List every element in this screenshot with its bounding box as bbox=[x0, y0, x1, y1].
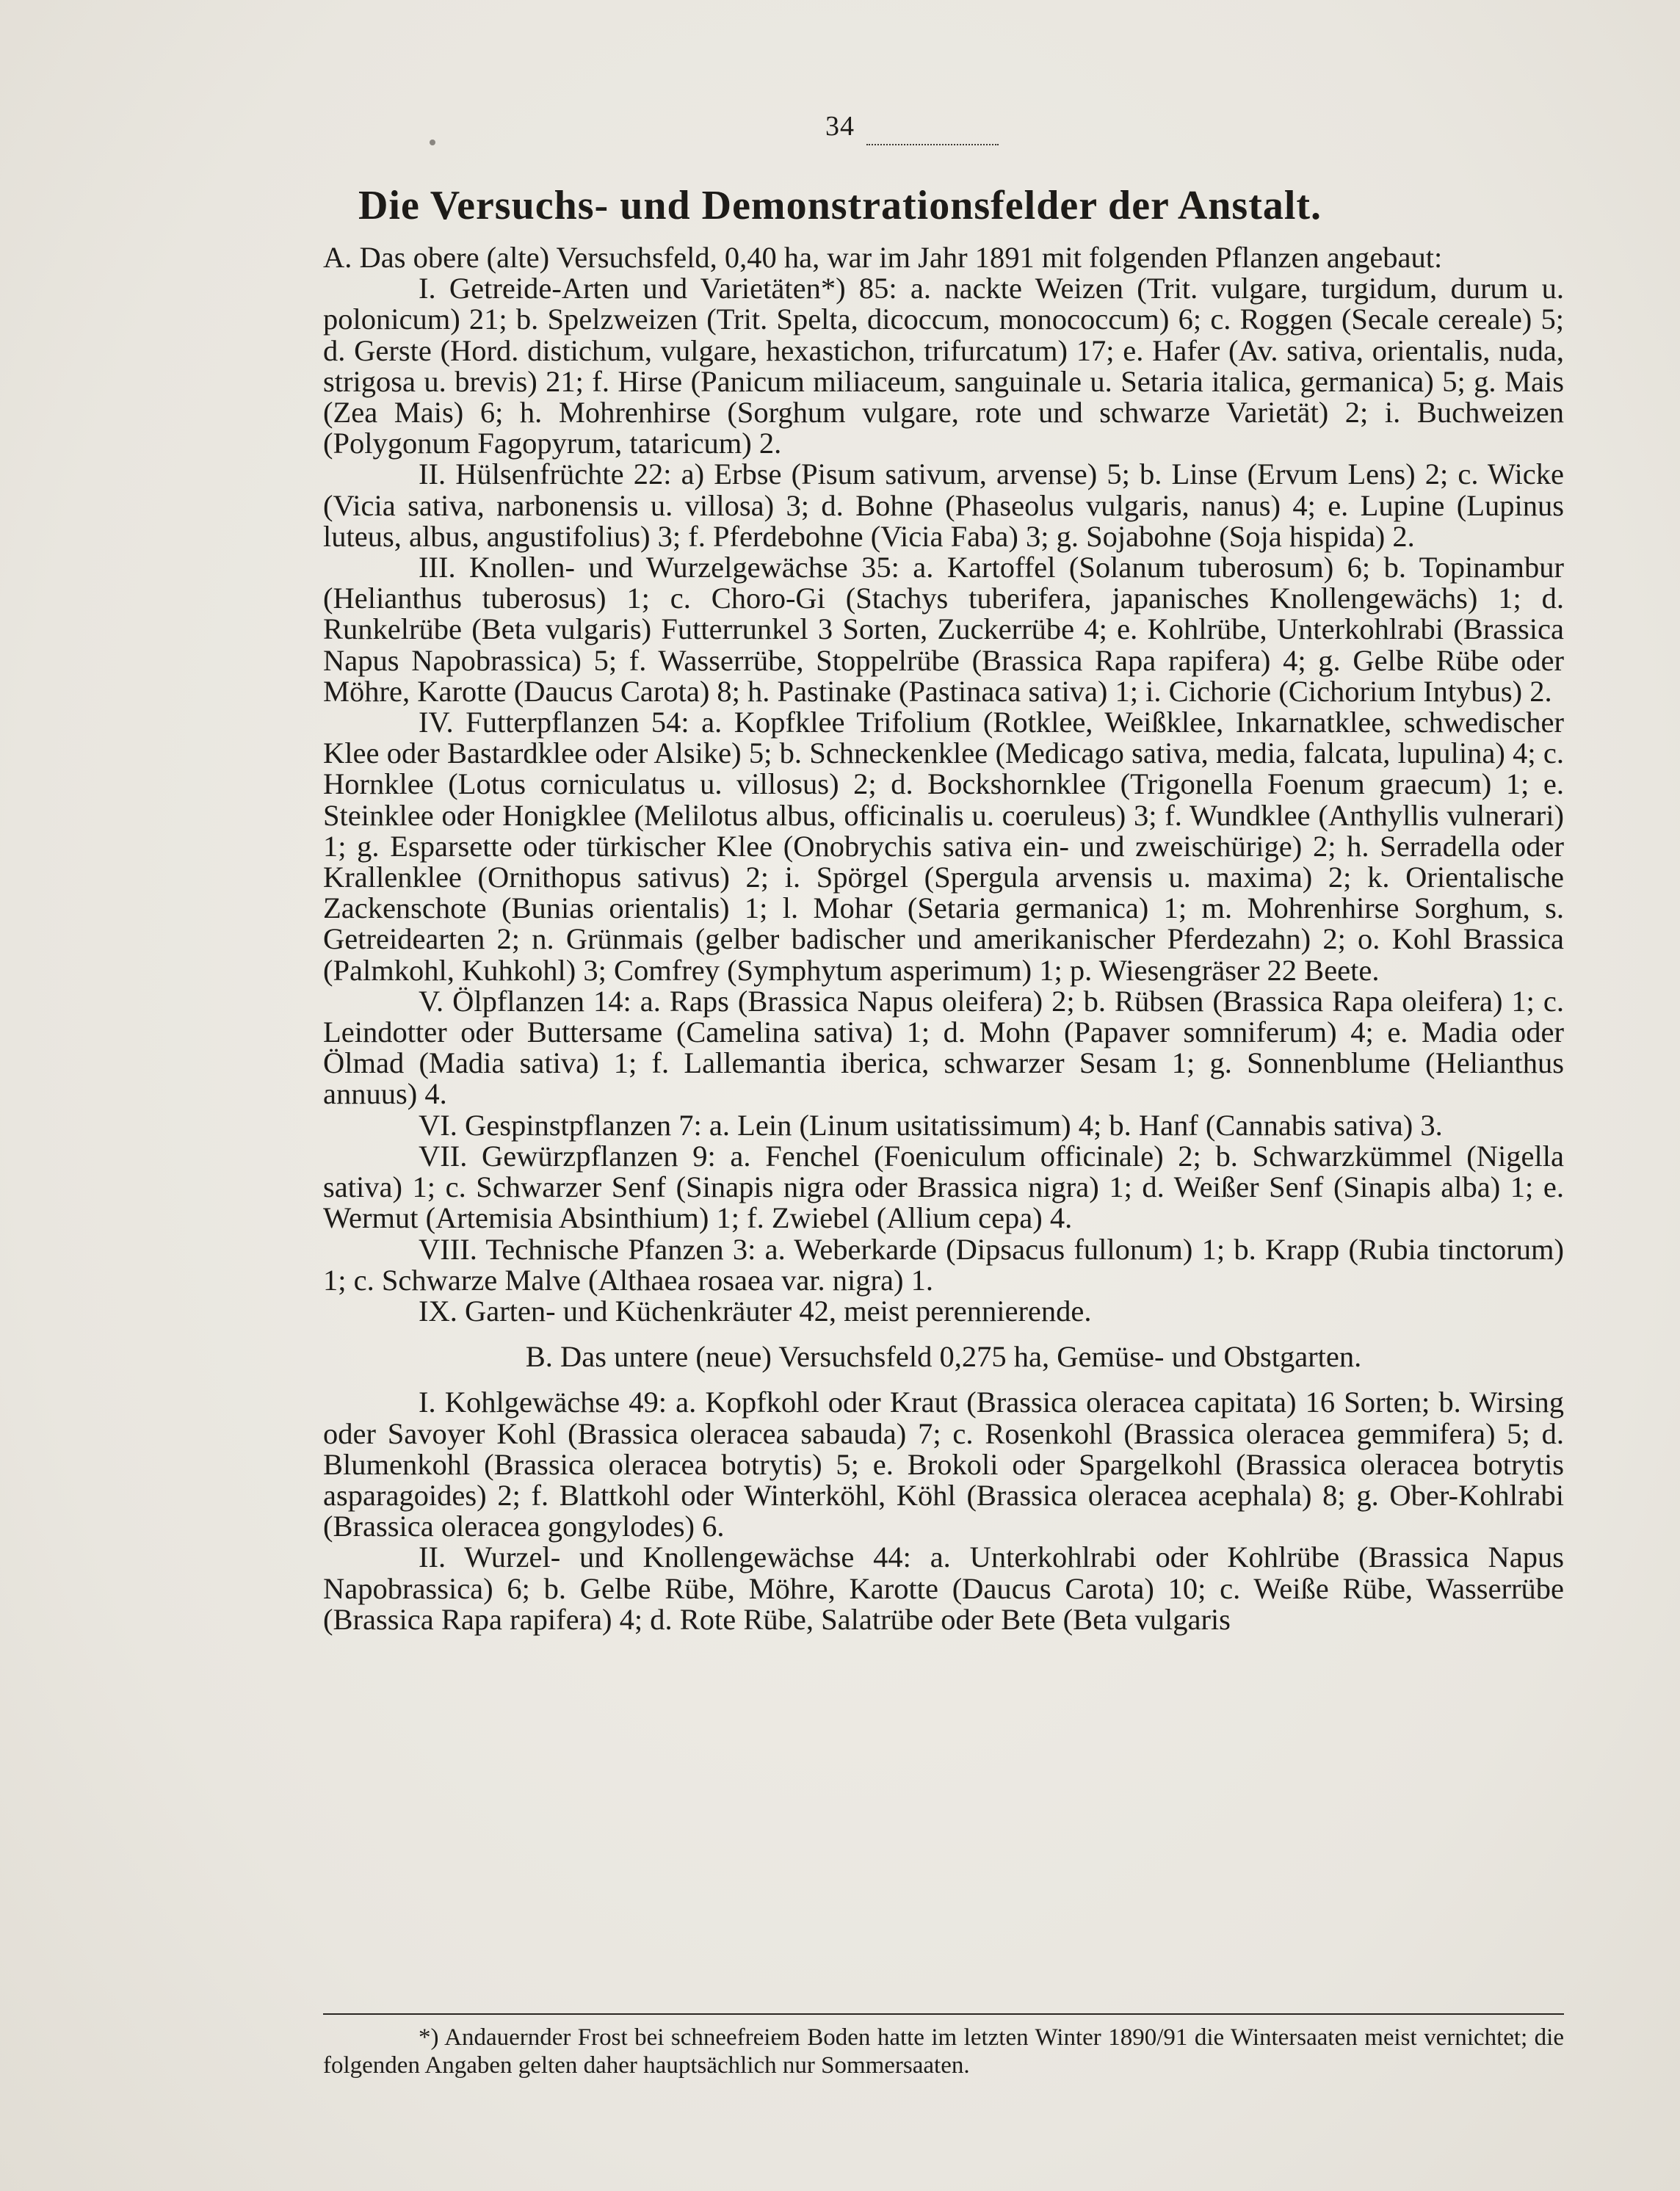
section-b-heading: B. Das untere (neue) Versuchsfeld 0,275 ha, Gemüse- und Obstgarten. bbox=[525, 1340, 1362, 1374]
paragraph-b-ii-wurzelgewaechse: II. Wurzel- und Knollengewächse 44: a. Unterkohlrabi oder Kohlrübe (Brassica Napus Napobrassica) 6; b. Gelbe Rübe, Möhre, Karotte (Daucus Carota) 10; c. Weiße Rübe, Wasserrübe (Brassica Rapa rapifera) 4; d. Rote Rübe, Salatrübe oder Bete (Beta vulgaris bbox=[323, 1540, 1564, 1636]
footnote bbox=[323, 2024, 1564, 2079]
paragraph-b-i-kohlgewaechse: I. Kohlgewächse 49: a. Kopfkohl oder Kraut (Brassica oleracea capitata) 16 Sorten; b. Wirsing oder Savoyer Kohl (Brassica oleracea sabauda) 7; c. Rosenkohl (Brassica oleracea gemmifera) 5; d. Blumenkohl (Brassica oleracea botrytis) 5; e. Brokoli oder Spargelkohl (Brassica oleracea botrytis asparagoides) 2; f. Blattkohl oder Winterköhl, Köhl (Brassica oleracea acephala) 8; g. Ober-Kohlrabi (Brassica oleracea gongylodes) 6. bbox=[323, 1386, 1564, 1543]
footnote-divider bbox=[323, 2013, 1564, 2015]
paragraph-a-ii-huelsenfruechte: II. Hülsenfrüchte 22: a) Erbse (Pisum sativum, arvense) 5; b. Linse (Ervum Lens) 2; c. Wicke (Vicia sativa, narbonensis u. villosa) 3; d. Bohne (Phaseolus vulgaris, nanus) 4; e. Lupine (Lupinus luteus, albus, angustifolius) 3; f. Pferdebohne (Vicia Faba) 3; g. Sojabohne (Soja hispida) 2. bbox=[323, 457, 1564, 553]
paragraph-a-vii-gewuerzpflanzen: VII. Gewürzpflanzen 9: a. Fenchel (Foeniculum officinale) 2; b. Schwarzkümmel (Nigella sativa) 1; c. Schwarzer Senf (Sinapis nigra oder Brassica nigra) 1; d. Weißer Senf (Sinapis alba) 1; e. Wermut (Artemisia Absinthium) 1; f. Zwiebel (Allium cepa) 4. bbox=[323, 1139, 1564, 1235]
paragraph-a-iv-futterpflanzen: IV. Futterpflanzen 54: a. Kopfklee Trifolium (Rotklee, Weißklee, Inkarnatklee, schwedischer Klee oder Bastardklee oder Alsike) 5; b. Schneckenklee (Medicago sativa, media, falcata, lupulina) 4; c. Hornklee (Lotus corniculatus u. villosus) 2; d. Bockshornklee (Trigonella Foenum graecum) 1; e. Steinklee oder Honigklee (Melilotus albus, officinalis u. coeruleus) 3; f. Wundklee (Anthyllis vulnerari) 1; g. Esparsette oder türkischer Klee (Onobrychis sativa ein- und zweischürige) 2; h. Serradella oder Krallenklee (Ornithopus sativus) 2; i. Spörgel (Spergula arvensis u. maxima) 2; k. Orientalische Zackenschote (Bunias orientalis) 1; l. Mohar (Setaria germanica) 1; m. Mohrenhirse Sorghum, s. Getreidearten 2; n. Grünmais (gelber badischer und amerikanischer Pferdezahn) 2; o. Kohl Brassica (Palmkohl, Kuhkohl) 3; Comfrey (Symphytum asperimum) 1; p. Wiesengräser 22 Beete. bbox=[323, 706, 1564, 987]
paragraph-a-viii-technische: VIII. Technische Pfanzen 3: a. Weberkarde (Dipsacus fullonum) 1; b. Krapp (Rubia tinctorum) 1; c. Schwarze Malve (Althaea rosaea var. nigra) 1. bbox=[323, 1232, 1564, 1297]
footnote-text: *) Andauernder Frost bei schneefreiem Boden hatte im letzten Winter 1890/91 die Wintersaaten meist vernichtet; die folgenden Angaben gelten daher hauptsächlich nur Sommersaaten. bbox=[323, 2024, 1564, 2079]
paragraph-a-iii-knollen: III. Knollen- und Wurzelgewächse 35: a. Kartoffel (Solanum tuberosum) 6; b. Topinambur (Helianthus tuberosus) 1; c. Choro-Gi (Stachys tuberifera, japanisches Knollengewächs) 1; d. Runkelrübe (Beta vulgaris) Futterrunkel 3 Sorten, Zuckerrübe 4; e. Kohlrübe, Unterkohlrabi (Brassica Napus Napobrassica) 5; f. Wasserrübe, Stoppelrübe (Brassica Rapa rapifera) 4; g. Gelbe Rübe oder Möhre, Karotte (Daucus Carota) 8; h. Pastinake (Pastinaca sativa) 1; i. Cichorie (Cichorium Intybus) 2. bbox=[323, 551, 1564, 708]
paragraph-a-i-getreide: I. Getreide-Arten und Varietäten*) 85: a. nackte Weizen (Trit. vulgare, turgidum, durum u. polonicum) 21; b. Spelzweizen (Trit. Spelta, dicoccum, monococcum) 6; c. Roggen (Secale cereale) 5; d. Gerste (Hord. distichum, vulgare, hexastichon, trifurcatum) 17; e. Hafer (Av. sativa, orientalis, nuda, strigosa u. brevis) 21; f. Hirse (Panicum miliaceum, sanguinale u. Setaria italica, germanica) 5; g. Mais (Zea Mais) 6; h. Mohrenhirse (Sorghum vulgare, rote und schwarze Varietät) 2; i. Buchweizen (Polygonum Fagopyrum, tataricum) 2. bbox=[323, 272, 1564, 460]
section-title: Die Versuchs- und Demonstrationsfelder der Anstalt. bbox=[358, 183, 1322, 228]
body-text bbox=[323, 242, 1564, 1635]
paragraph-a-ix-kraeuter: IX. Garten- und Küchenkräuter 42, meist perennierende. bbox=[419, 1294, 1092, 1328]
paragraph-a-intro: A. Das obere (alte) Versuchsfeld, 0,40 ha, war im Jahr 1891 mit folgenden Pflanzen angebaut: bbox=[323, 241, 1443, 274]
paragraph-a-v-oelpflanzen: V. Ölpflanzen 14: a. Raps (Brassica Napus oleifera) 2; b. Rübsen (Brassica Rapa oleifera) 1; c. Leindotter oder Buttersame (Camelina sativa) 1; d. Mohn (Papaver somniferum) 4; e. Madia oder Ölmad (Madia sativa) 1; f. Lallemantia iberica, schwarzer Sesam 1; g. Sonnenblume (Helianthus annuus) 4. bbox=[323, 984, 1564, 1111]
page-number: 34 bbox=[825, 111, 855, 142]
paragraph-a-vi-gespinstpflanzen: VI. Gespinstpflanzen 7: a. Lein (Linum usitatissimum) 4; b. Hanf (Cannabis sativa) 3. bbox=[419, 1108, 1443, 1142]
page-number-ornament bbox=[866, 144, 999, 151]
